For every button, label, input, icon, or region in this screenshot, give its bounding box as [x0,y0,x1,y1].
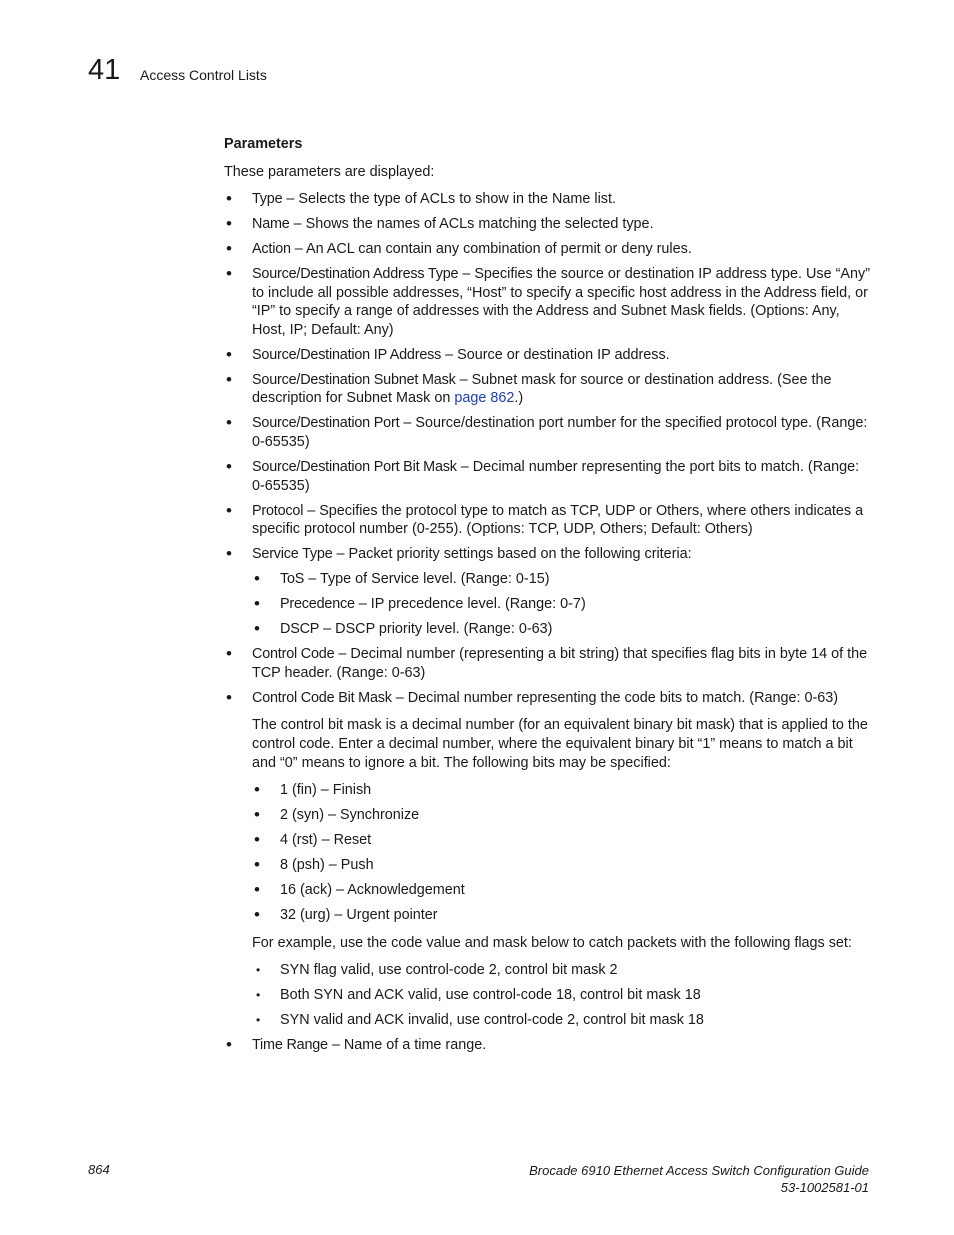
desc: – Specifies the protocol type to match as TCP, UDP or Others, where others indicates a specific protocol number (0-255). (Options: TCP, UDP, Others; Default: Others) [252,502,864,538]
term: Name [252,216,290,233]
section-intro: These parameters are displayed: [224,163,435,180]
desc: – IP precedence level. (Range: 0-7) [354,596,586,613]
list-item: • 32 (urg) – Urgent pointer [252,906,870,925]
term: Action [252,241,291,258]
bits-list [252,781,870,925]
term: Service Type [252,546,333,563]
desc: – Decimal number (representing a bit string) that specifies flag bits in byte 14 of the TCP header. (Range: 0-63) [252,646,868,681]
list-item-protocol [224,502,870,539]
term: Control Code [252,646,335,663]
example-intro: For example, use the code value and mask below to catch packets with the following flags set: [252,934,852,951]
term: Protocol [252,502,304,519]
parameter-list [224,190,870,1055]
desc: – Name of a time range. [327,1037,487,1054]
list-item-address-type [224,265,870,339]
examples-list [252,961,870,1030]
term: Time Range [252,1037,328,1054]
list-item-control-code [224,645,870,682]
desc: – Type of Service level. (Range: 0-15) [304,571,550,588]
desc: – An ACL can contain any combination of permit or deny rules. [290,241,692,258]
desc: – Decimal number representing the port bits to match. (Range: 0-65535) [252,459,860,494]
list-item-type [224,190,870,209]
list-item-action [224,240,870,259]
term: Source/Destination Address Type [252,266,459,283]
list-item: • 2 (syn) – Synchronize [252,806,870,825]
list-item: • 1 (fin) – Finish [252,781,870,800]
desc-after: .) [514,390,524,407]
desc: – Selects the type of ACLs to show in the Name list. [282,191,616,208]
list-item-time-range [224,1036,870,1055]
term: Type [252,191,283,208]
desc: – Specifies the source or destination IP address type. Use “Any” to include all possible addresses, “Host” to specify a specific host address in the Address field, or “IP” to specify a range of addresses with the Address and Subnet Mask fields. (Options: Any, Host, IP; Default: Any) [252,266,871,338]
list-item-ip-address [224,346,870,365]
term: Source/Destination Subnet Mask [252,371,456,388]
list-item-service-type [224,545,870,639]
desc: – Subnet mask for source or destination address. (See the description for Subnet Mask on [252,371,832,407]
list-item-port-bit-mask [224,458,870,495]
list-item: • 4 (rst) – Reset [252,831,870,850]
chapter-title: Access Control Lists [140,67,267,83]
doc-title: Brocade 6910 Ethernet Access Switch Configuration Guide [529,1163,869,1178]
term: Precedence [280,596,355,613]
desc: – Decimal number representing the code bits to match. (Range: 0-63) [391,689,839,706]
list-item-name [224,215,870,234]
service-type-sublist [252,570,870,639]
bit-mask-explanation: The control bit mask is a decimal number (for an equivalent binary bit mask) that is applied to the control code. Enter a decimal number, where the equivalent binary bit “1” means to match a bit and “0” means to ignore a bit. The following bits may be specified: [252,717,868,771]
list-item: • SYN flag valid, use control-code 2, control bit mask 2 [252,961,870,980]
desc: – Shows the names of ACLs matching the selected type. [289,216,654,233]
term: DSCP [280,621,320,638]
doc-number: 53-1002581-01 [780,1180,869,1195]
term: Source/Destination IP Address [252,346,442,363]
desc: – Source/destination port number for the specified protocol type. (Range: 0-65535) [252,415,868,451]
page-link[interactable]: page 862 [454,390,515,407]
list-item-port [224,414,870,451]
sub-item-precedence [252,595,870,614]
list-item-control-code-bit-mask [224,689,870,1030]
desc: – Source or destination IP address. [441,346,670,363]
list-item: • 8 (psh) – Push [252,856,870,875]
chapter-number: 41 [88,54,121,86]
page-number: 864 [88,1162,110,1177]
sub-item-tos [252,570,870,589]
term: Control Code Bit Mask [252,689,392,706]
list-item-subnet-mask [224,371,870,408]
section-heading: Parameters [224,136,303,152]
list-item: • 16 (ack) – Acknowledgement [252,881,870,900]
list-item: • Both SYN and ACK valid, use control-code 18, control bit mask 18 [252,986,870,1005]
term: ToS [280,571,305,588]
term: Source/Destination Port Bit Mask [252,459,457,476]
desc: – DSCP priority level. (Range: 0-63) [319,621,553,638]
main-content [224,135,870,1061]
desc: – Packet priority settings based on the following criteria: [332,546,692,563]
term: Source/Destination Port [252,415,400,432]
list-item: • SYN valid and ACK invalid, use control-code 2, control bit mask 18 [252,1011,870,1030]
sub-item-dscp [252,620,870,639]
footer-doc-info [529,1162,869,1196]
